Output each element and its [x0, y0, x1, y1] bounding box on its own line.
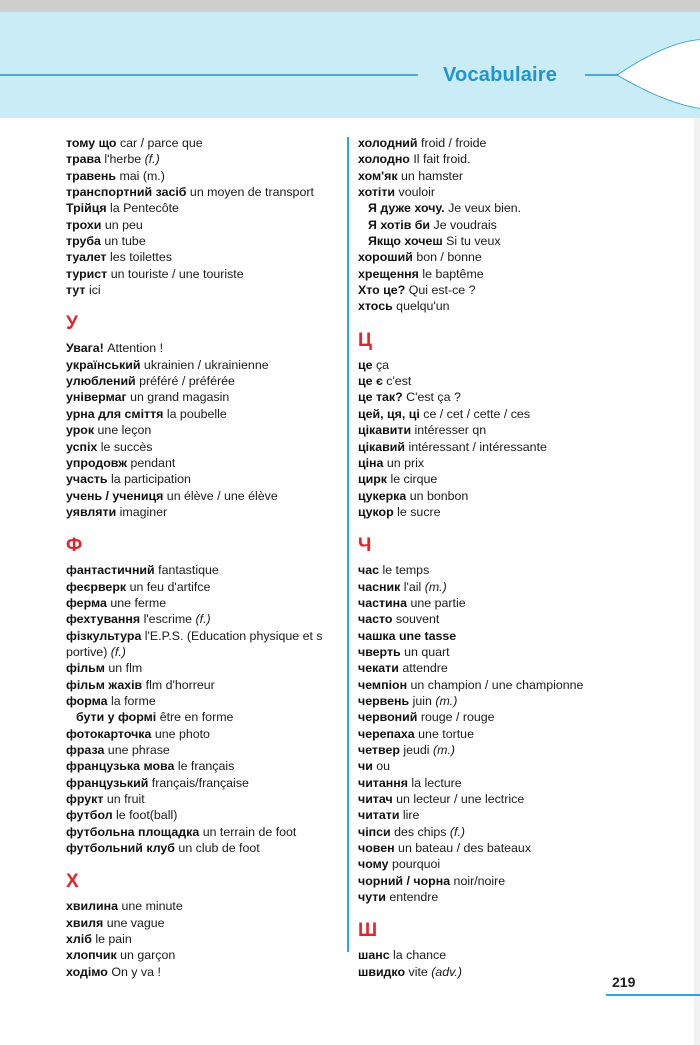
french-translation: ou	[376, 759, 391, 774]
vocab-entry	[66, 200, 338, 216]
section-letter-ts: Ц	[358, 329, 372, 351]
page-title: Vocabulaire	[443, 64, 558, 86]
ukrainian-word: червень	[358, 693, 410, 708]
french-translation: portive)	[66, 644, 108, 659]
ukrainian-word: фільм	[66, 661, 105, 676]
ukrainian-word: футбол	[66, 808, 113, 823]
french-translation: la participation	[111, 472, 191, 487]
french-translation: bon / bonne	[416, 250, 482, 265]
vocab-entry	[66, 824, 338, 840]
vocab-entry	[358, 660, 658, 676]
ukrainian-word: частина	[358, 595, 408, 610]
vocab-entry	[358, 873, 658, 889]
vocab-entry	[66, 898, 338, 914]
french-translation: le temps	[382, 563, 430, 578]
ukrainian-word: ферма	[66, 595, 107, 610]
french-translation: Je veux bien.	[448, 201, 522, 216]
french-translation: le succès	[100, 439, 153, 454]
vocab-entry	[66, 931, 338, 947]
french-translation: une photo	[154, 726, 210, 741]
vocab-entry	[66, 439, 338, 455]
ukrainian-word: французька мова	[66, 759, 175, 774]
ukrainian-word: хлопчик	[66, 948, 117, 963]
vocab-entry	[358, 249, 658, 265]
page-header	[0, 12, 700, 118]
vocab-entry	[358, 562, 658, 578]
vocab-entry	[66, 488, 338, 504]
ukrainian-word: Хто це?	[358, 283, 406, 298]
french-translation: ici	[88, 283, 101, 298]
french-translation: une leçon	[97, 423, 152, 438]
french-translation: le foot(ball)	[116, 808, 178, 823]
ukrainian-word: фотокарточка	[66, 726, 152, 741]
vocab-entry	[66, 964, 338, 980]
ukrainian-word: участь	[66, 472, 108, 487]
ukrainian-word: тут	[66, 283, 86, 298]
vocab-entry	[358, 758, 658, 774]
ukrainian-word: хтось	[358, 299, 393, 314]
french-translation: pendant	[130, 455, 176, 470]
vocab-entry	[358, 357, 658, 373]
french-translation: ukrainien / ukrainienne	[143, 357, 269, 372]
vocab-entry	[66, 151, 338, 167]
vocab-entry	[358, 693, 658, 709]
ukrainian-word: травень	[66, 168, 116, 183]
vocab-entry	[66, 709, 338, 725]
french-translation: l'escrime	[143, 612, 193, 627]
vocab-entry	[358, 217, 658, 233]
vocab-entry	[66, 184, 338, 200]
french-translation: ça	[375, 357, 390, 372]
vocab-entry	[66, 266, 338, 282]
vocab-entry	[358, 947, 658, 963]
ukrainian-word: час	[358, 563, 379, 578]
ukrainian-word: універмаг	[66, 390, 127, 405]
vocabulary-column-right	[358, 135, 658, 980]
vocab-entry	[66, 611, 338, 627]
vocab-entry	[66, 840, 338, 856]
ukrainian-word: шанс	[358, 948, 390, 963]
ukrainian-word: ходімо	[66, 964, 108, 979]
section-letter-u: У	[66, 313, 78, 335]
vocab-entry	[66, 677, 338, 693]
gender-note: (f.)	[195, 612, 211, 627]
french-translation: un flm	[108, 661, 143, 676]
ukrainian-word: успіх	[66, 439, 98, 454]
french-translation: un prix	[386, 455, 425, 470]
ukrainian-word: цукор	[358, 504, 394, 519]
ukrainian-word: це є	[358, 374, 383, 389]
french-translation: le cirque	[390, 472, 438, 487]
vocab-entry	[358, 135, 658, 151]
vocab-entry	[66, 644, 338, 660]
ukrainian-word: тому що	[66, 136, 117, 150]
ukrainian-word: це	[358, 357, 373, 372]
page-number: 219	[612, 974, 636, 990]
ukrainian-word: хліб	[66, 932, 92, 947]
ukrainian-word: холодний	[358, 136, 418, 150]
french-translation: Je voudrais	[433, 217, 497, 232]
gender-note: (adv.)	[431, 964, 463, 979]
french-translation: un feu d'artifce	[129, 579, 211, 594]
section-letter-sh: Ш	[358, 920, 378, 942]
french-translation: un hamster	[400, 168, 463, 183]
vocab-entry	[358, 298, 658, 314]
french-translation: c'est	[386, 374, 412, 389]
ukrainian-word: хрещення	[358, 266, 419, 281]
french-translation: la lecture	[411, 775, 462, 790]
entries-t	[66, 135, 338, 298]
french-translation: intéresser qn	[414, 423, 487, 438]
vocab-entry	[66, 791, 338, 807]
gender-note: (f.)	[110, 644, 126, 659]
french-translation: entendre	[389, 890, 439, 905]
vocab-entry	[66, 217, 338, 233]
vocab-entry	[66, 660, 338, 676]
vocab-entry	[66, 947, 338, 963]
french-translation: une vague	[106, 915, 165, 930]
french-translation: un fruit	[106, 792, 145, 807]
vocab-entry	[66, 406, 338, 422]
vocab-entry	[66, 758, 338, 774]
ukrainian-word: уявляти	[66, 504, 117, 519]
french-translation: un moyen de transport	[189, 185, 314, 200]
ukrainian-word: фрукт	[66, 792, 104, 807]
vocab-entry	[358, 628, 658, 644]
ukrainian-word: фізкультура	[66, 628, 142, 643]
ukrainian-word: четвер	[358, 743, 400, 757]
french-translation: le baptême	[422, 266, 484, 281]
vocab-entry	[358, 151, 658, 167]
ukrainian-word: червоний	[358, 710, 418, 725]
ukrainian-word: Якщо хочеш	[368, 234, 443, 249]
vocab-entry	[66, 249, 338, 265]
vocab-entry	[358, 579, 658, 595]
ukrainian-word: футбольна площадка	[66, 824, 200, 839]
ukrainian-word: французький	[66, 775, 149, 790]
ukrainian-word: чути	[358, 890, 386, 905]
gender-note: (f.)	[449, 824, 466, 839]
ukrainian-word: цей, ця, ці	[358, 406, 420, 421]
french-translation: froid / froide	[421, 136, 487, 150]
ukrainian-word: Трійця	[66, 201, 107, 216]
ukrainian-word: улюблений	[66, 374, 136, 389]
french-translation: jeudi	[403, 743, 430, 757]
french-translation: une phrase	[107, 743, 170, 757]
vocab-entry	[358, 677, 658, 693]
ukrainian-word: це так?	[358, 390, 403, 405]
french-translation: la forme	[111, 693, 156, 708]
french-translation: français/française	[151, 775, 249, 790]
vocab-entry	[66, 422, 338, 438]
ukrainian-word: труба	[66, 234, 101, 249]
vocab-entry	[66, 726, 338, 742]
vocab-entry	[66, 233, 338, 249]
ukrainian-word: цукерка	[358, 488, 407, 503]
vocab-entry	[358, 389, 658, 405]
french-translation: une partie	[410, 595, 466, 610]
ukrainian-word: футбольний клуб	[66, 841, 175, 856]
french-translation: un terrain de foot	[202, 824, 297, 839]
ukrainian-word: фраза	[66, 743, 105, 757]
ukrainian-word: хвиля	[66, 915, 104, 930]
french-translation: un peu	[104, 217, 143, 232]
french-translation: un grand magasin	[130, 390, 230, 405]
entries-ts	[358, 357, 658, 520]
ukrainian-word: цікавити	[358, 423, 412, 438]
vocab-entry	[66, 135, 338, 151]
ukrainian-word: черепаха	[358, 726, 415, 741]
ukrainian-word: український	[66, 357, 141, 372]
page-edge-strip	[694, 118, 700, 1045]
ukrainian-word: хороший	[358, 250, 413, 265]
french-translation: un élève / une élève	[166, 488, 278, 503]
ukrainian-word: хвилина	[66, 899, 118, 914]
ukrainian-word: чемпіон	[358, 677, 408, 692]
vocab-entry	[358, 233, 658, 249]
vocab-entry	[358, 439, 658, 455]
vocab-entry	[66, 389, 338, 405]
french-translation: souvent	[395, 612, 440, 627]
gender-note: (m.)	[424, 579, 447, 594]
french-translation: rouge / rouge	[420, 710, 495, 725]
french-translation: mai (m.)	[119, 168, 165, 183]
french-translation: un lecteur / une lectrice	[396, 792, 525, 807]
ukrainian-word: чверть	[358, 644, 401, 659]
vocab-entry	[66, 282, 338, 298]
vocab-entry	[358, 504, 658, 520]
french-translation: la chance	[393, 948, 447, 963]
ukrainian-word: читач	[358, 792, 393, 807]
vocab-entry	[66, 579, 338, 595]
vocabulary-column-left	[66, 135, 338, 980]
french-translation: l'E.P.S. (Education physique et s	[144, 628, 323, 643]
ukrainian-word: чи	[358, 759, 373, 774]
ukrainian-word: Увага!	[66, 341, 104, 356]
french-translation: les toilettes	[109, 250, 172, 265]
section-letter-ch: Ч	[358, 535, 372, 557]
vocab-entry	[66, 373, 338, 389]
gender-note: (m.)	[433, 743, 456, 757]
french-translation: quelqu'un	[396, 299, 450, 314]
french-translation: un touriste / une touriste	[110, 266, 244, 281]
french-translation: le sucre	[397, 504, 441, 519]
french-translation: un tube	[104, 234, 146, 249]
french-translation: ce / cet / cette / ces	[423, 406, 531, 421]
vocab-entry	[358, 595, 658, 611]
vocab-entry	[358, 266, 658, 282]
vocab-entry	[66, 595, 338, 611]
ukrainian-word: чіпси	[358, 824, 391, 839]
vocab-entry	[358, 726, 658, 742]
french-translation: intéressant / intéressante	[408, 439, 547, 454]
entries-kh-continued	[358, 135, 658, 315]
vocab-entry	[358, 824, 658, 840]
french-translation: une minute	[121, 899, 183, 914]
french-translation: préféré / préférée	[139, 374, 235, 389]
section-letter-f: Ф	[66, 535, 83, 557]
vocab-entry	[358, 488, 658, 504]
ukrainian-word: туалет	[66, 250, 107, 265]
ukrainian-word: швидко	[358, 964, 406, 979]
vocab-entry	[358, 644, 658, 660]
french-translation: une tortue	[418, 726, 474, 741]
french-translation: attendre	[402, 661, 448, 676]
vocab-entry	[66, 562, 338, 578]
ukrainian-word: чорний / чорна	[358, 873, 451, 888]
top-border	[0, 0, 700, 12]
vocab-entry	[358, 282, 658, 298]
french-translation: pourquoi	[391, 857, 441, 872]
french-translation: C'est ça ?	[406, 390, 461, 405]
vocab-entry	[358, 840, 658, 856]
french-translation: vouloir	[398, 185, 436, 200]
french-translation: vite	[408, 964, 428, 979]
vocab-entry	[66, 504, 338, 520]
french-translation: une ferme	[110, 595, 167, 610]
ukrainian-word: Я хотів би	[368, 217, 431, 232]
entries-kh	[66, 898, 338, 980]
vocab-entry	[66, 775, 338, 791]
vocab-entry	[66, 168, 338, 184]
vocab-entry	[358, 406, 658, 422]
french-translation: un quart	[404, 644, 450, 659]
entries-ch	[358, 562, 658, 905]
vocab-entry	[66, 807, 338, 823]
french-translation: la Pentecôte	[110, 201, 179, 216]
vocab-entry	[358, 807, 658, 823]
french-translation: l'herbe	[104, 152, 142, 167]
vocab-entry	[358, 775, 658, 791]
ukrainian-word: чому	[358, 857, 389, 872]
vocab-entry	[358, 168, 658, 184]
page-number-rule	[606, 994, 700, 996]
vocab-entry	[358, 791, 658, 807]
vocab-entry	[66, 455, 338, 471]
ukrainian-word: холодно	[358, 152, 410, 167]
vocab-entry	[358, 422, 658, 438]
header-wave-decoration	[0, 12, 700, 118]
ukrainian-word: часто	[358, 612, 393, 627]
french-translation: la poubelle	[166, 406, 227, 421]
ukrainian-word: учень / учениця	[66, 488, 164, 503]
vocab-entry	[66, 742, 338, 758]
vocab-entry	[358, 200, 658, 216]
gender-note: (f.)	[144, 152, 160, 167]
french-translation: le français	[177, 759, 235, 774]
vocab-entry	[66, 628, 338, 644]
french-translation: flm d'horreur	[145, 677, 215, 692]
french-translation: un garçon	[120, 948, 176, 963]
vocab-entry	[66, 915, 338, 931]
french-translation: On y va !	[111, 964, 161, 979]
ukrainian-word: хом'як	[358, 168, 398, 183]
french-translation: des chips	[394, 824, 447, 839]
vocab-entry	[358, 373, 658, 389]
vocab-entry	[66, 357, 338, 373]
french-translation: imaginer	[119, 504, 168, 519]
column-divider	[347, 137, 349, 952]
vocab-entry	[358, 611, 658, 627]
entries-u	[66, 340, 338, 520]
french-translation: noir/noire	[453, 873, 506, 888]
french-translation: juin	[412, 693, 432, 708]
french-translation: un bonbon	[409, 488, 469, 503]
gender-note: (m.)	[435, 693, 458, 708]
section-letter-kh: Х	[66, 871, 79, 893]
ukrainian-word: фехтування	[66, 612, 141, 627]
french-translation: Si tu veux	[446, 234, 501, 249]
ukrainian-word: урна для сміття	[66, 406, 164, 421]
ukrainian-word: феєрверк	[66, 579, 127, 594]
vocab-entry	[66, 693, 338, 709]
vocab-entry	[358, 856, 658, 872]
ukrainian-word: трохи	[66, 217, 102, 232]
ukrainian-word: бути у формі	[76, 710, 157, 725]
french-translation: Attention !	[107, 341, 164, 356]
french-translation: Qui est-ce ?	[408, 283, 476, 298]
ukrainian-word: Я дуже хочу.	[368, 201, 445, 216]
ukrainian-word: фантастичний	[66, 563, 155, 578]
french-translation: une tasse	[398, 628, 457, 643]
ukrainian-word: читати	[358, 808, 400, 823]
ukrainian-word: транспортний засіб	[66, 185, 187, 200]
ukrainian-word: упродовж	[66, 455, 128, 470]
french-translation: être en forme	[159, 710, 234, 725]
entries-f	[66, 562, 338, 856]
vocab-entry	[358, 742, 658, 758]
french-translation: le pain	[95, 932, 132, 947]
french-translation: Il fait froid.	[413, 152, 471, 167]
ukrainian-word: чекати	[358, 661, 399, 676]
ukrainian-word: чашка	[358, 628, 396, 643]
ukrainian-word: турист	[66, 266, 108, 281]
ukrainian-word: ціна	[358, 455, 384, 470]
ukrainian-word: хотіти	[358, 185, 396, 200]
ukrainian-word: форма	[66, 693, 108, 708]
ukrainian-word: трава	[66, 152, 101, 167]
vocab-entry	[358, 455, 658, 471]
french-translation: lire	[402, 808, 420, 823]
ukrainian-word: часник	[358, 579, 401, 594]
french-translation: un champion / une championne	[410, 677, 584, 692]
ukrainian-word: цікавий	[358, 439, 406, 454]
vocab-entry	[358, 709, 658, 725]
vocab-entry	[66, 471, 338, 487]
ukrainian-word: човен	[358, 841, 395, 856]
vocab-entry	[66, 340, 338, 356]
ukrainian-word: читання	[358, 775, 408, 790]
vocab-entry	[358, 889, 658, 905]
french-translation: l'ail	[403, 579, 422, 594]
vocab-entry	[358, 184, 658, 200]
ukrainian-word: урок	[66, 423, 95, 438]
ukrainian-word: цирк	[358, 472, 388, 487]
ukrainian-word: фільм жахів	[66, 677, 143, 692]
french-translation: car / parce que	[119, 136, 203, 150]
french-translation: un bateau / des bateaux	[398, 841, 532, 856]
vocab-entry	[358, 471, 658, 487]
french-translation: un club de foot	[178, 841, 260, 856]
french-translation: fantastique	[158, 563, 219, 578]
